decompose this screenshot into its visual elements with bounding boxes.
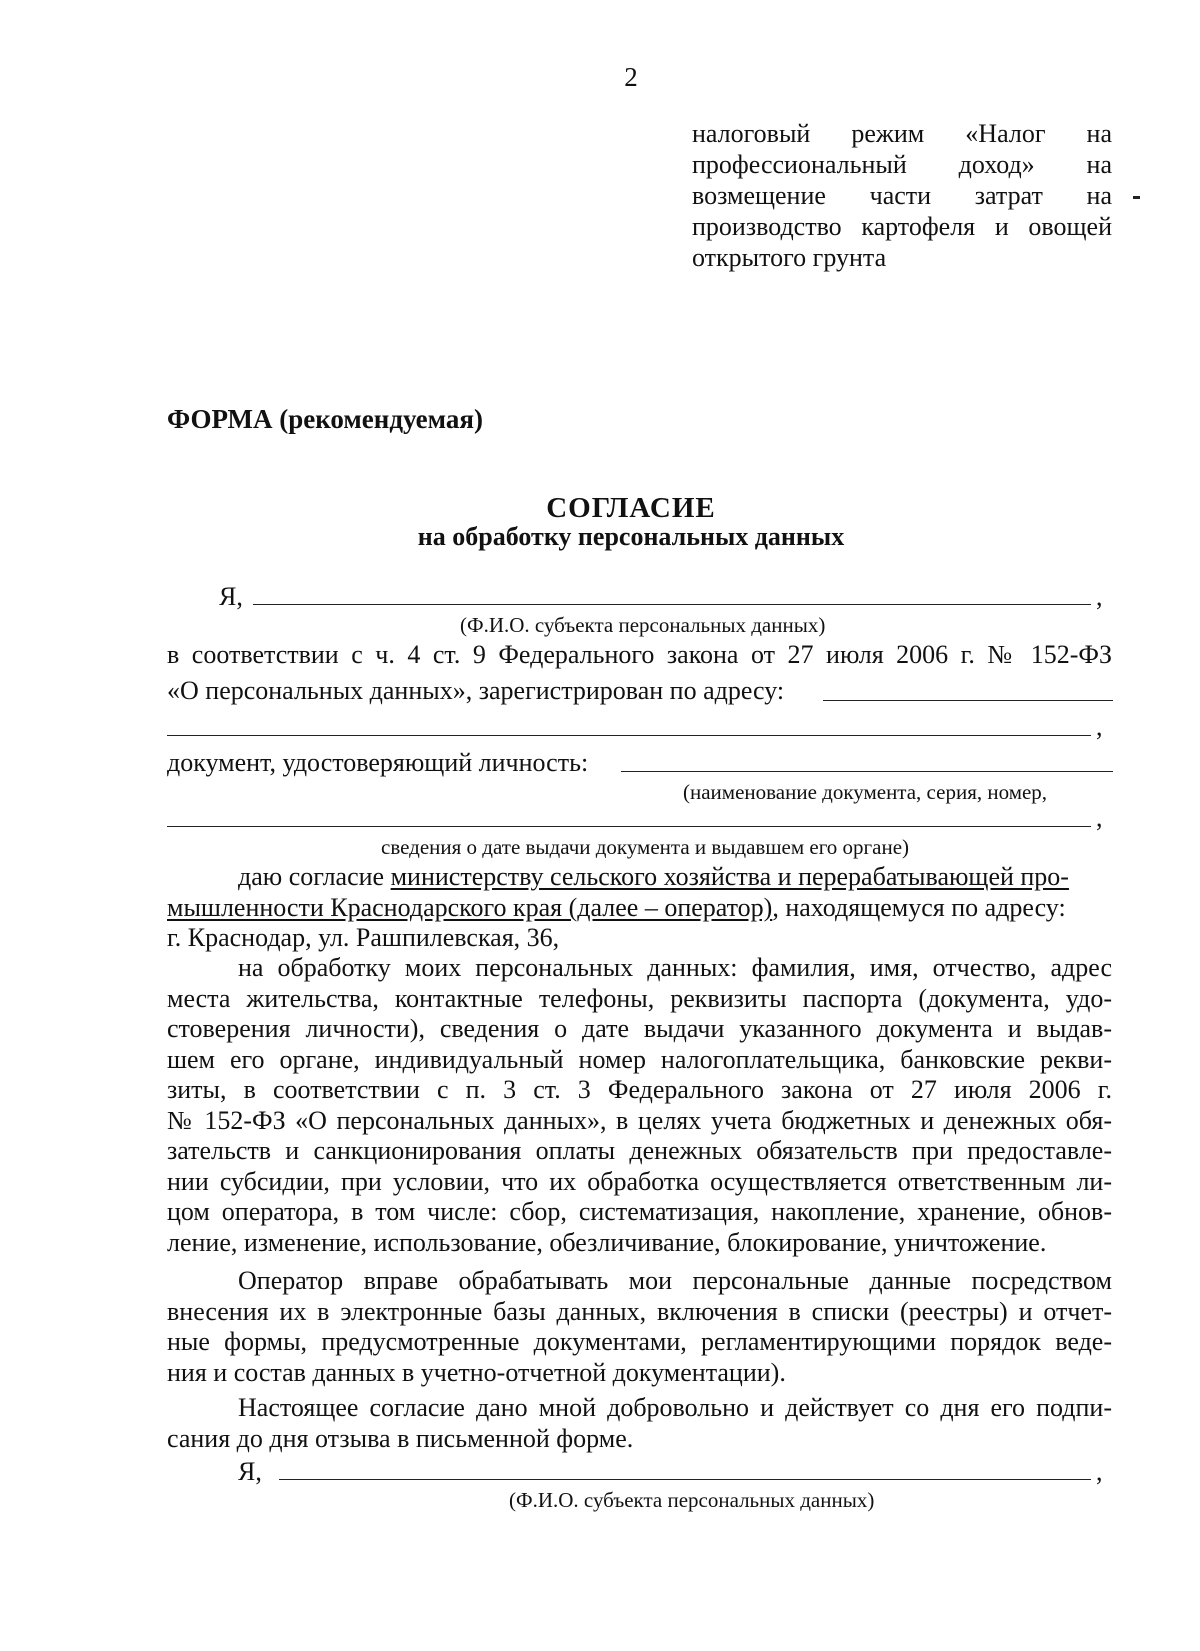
processing-paragraph-line: цом оператора, в том числе: сбор, систематизация, накопление, хранение, обнов- <box>167 1197 1112 1226</box>
form-label: ФОРМА (рекомендуемая) <box>167 404 483 434</box>
identity-document-field[interactable] <box>621 771 1113 772</box>
header-line: налоговый режим «Налог на <box>692 119 1112 148</box>
document-title: СОГЛАСИЕ <box>546 492 716 524</box>
processing-paragraph-line: зиты, в соответствии с п. 3 ст. 3 Федерального закона от 27 июля 2006 г. <box>167 1075 1112 1104</box>
comma: , <box>1096 582 1103 611</box>
address-field[interactable] <box>823 700 1113 701</box>
registered-address-label: «О персональных данных», зарегистрирован по адресу: <box>167 676 785 705</box>
subject-name-field-final[interactable] <box>279 1479 1091 1480</box>
operator-rights-line: ные формы, предусмотренные документами, регламентирующими порядок веде- <box>167 1327 1112 1356</box>
operator-rights-line: внесения их в электронные базы данных, включения в списки (реестры) и отчет- <box>167 1297 1112 1326</box>
consent-suffix: , находящемуся по адресу: <box>772 893 1066 922</box>
identity-document-label: документ, удостоверяющий личность: <box>167 748 589 777</box>
processing-paragraph-line: зательств и санкционирования оплаты денежных обязательств при предоставле- <box>167 1136 1112 1165</box>
operator-name: мышленности Краснодарского края (далее – оператор) <box>167 893 773 922</box>
identity-document-caption: (наименование документа, серия, номер, <box>683 780 1048 804</box>
subject-prefix: Я, <box>238 1457 262 1486</box>
operator-name: министерству сельского хозяйства и перерабатывающей про- <box>390 862 1069 891</box>
operator-address: г. Краснодар, ул. Рашпилевская, 36, <box>167 923 560 952</box>
comma: , <box>1096 803 1103 832</box>
document-header-block <box>692 118 1112 273</box>
validity-line: Настоящее согласие дано мной добровольно и действует со дня его подпи- <box>238 1393 1112 1422</box>
identity-document-field-continued[interactable] <box>167 826 1091 827</box>
subject-prefix: Я, <box>219 582 243 611</box>
subject-name-caption: (Ф.И.О. субъекта персональных данных) <box>460 613 826 637</box>
document-subtitle: на обработку персональных данных <box>417 522 845 551</box>
consent-prefix: даю согласие <box>238 862 391 891</box>
processing-paragraph-line: шем его органе, индивидуальный номер налогоплательщика, банковские рекви- <box>167 1045 1112 1074</box>
processing-paragraph-line: ление, изменение, использование, обезличивание, блокирование, уничтожение. <box>167 1228 1047 1257</box>
processing-paragraph-line: стоверения личности), сведения о дате выдачи указанного документа и выдав- <box>167 1014 1112 1043</box>
subject-name-caption: (Ф.И.О. субъекта персональных данных) <box>509 1488 875 1512</box>
header-line: возмещение части затрат на <box>692 181 1112 210</box>
page-number: 2 <box>624 62 638 92</box>
processing-paragraph-line: на обработку моих персональных данных: фамилия, имя, отчество, адрес <box>238 953 1112 982</box>
subject-name-field[interactable] <box>253 604 1091 605</box>
consent-paragraph-line <box>238 862 1069 892</box>
operator-rights-line: ния и состав данных в учетно-отчетной документации). <box>167 1358 786 1387</box>
identity-document-caption: сведения о дате выдачи документа и выдавшем его органе) <box>381 835 910 859</box>
processing-paragraph-line: нии субсидии, при условии, что их обработка осуществляется ответственным ли- <box>167 1167 1112 1196</box>
stray-mark <box>1133 196 1140 199</box>
compliance-line: в соответствии с ч. 4 ст. 9 Федерального закона от 27 июля 2006 г. № 152-ФЗ <box>167 640 1112 669</box>
header-line: профессиональный доход» на <box>692 150 1112 179</box>
validity-line: сания до дня отзыва в письменной форме. <box>167 1424 634 1453</box>
comma: , <box>1096 712 1103 741</box>
header-line: производство картофеля и овощей <box>692 212 1112 241</box>
consent-paragraph-line <box>167 893 1066 923</box>
processing-paragraph-line: № 152-ФЗ «О персональных данных», в целях учета бюджетных и денежных обя- <box>167 1106 1112 1135</box>
operator-rights-line: Оператор вправе обрабатывать мои персональные данные посредством <box>238 1266 1112 1295</box>
comma: , <box>1096 1457 1103 1486</box>
header-line: открытого грунта <box>692 243 887 272</box>
processing-paragraph-line: места жительства, контактные телефоны, реквизиты паспорта (документа, удо- <box>167 984 1112 1013</box>
address-field-continued[interactable] <box>167 735 1091 736</box>
